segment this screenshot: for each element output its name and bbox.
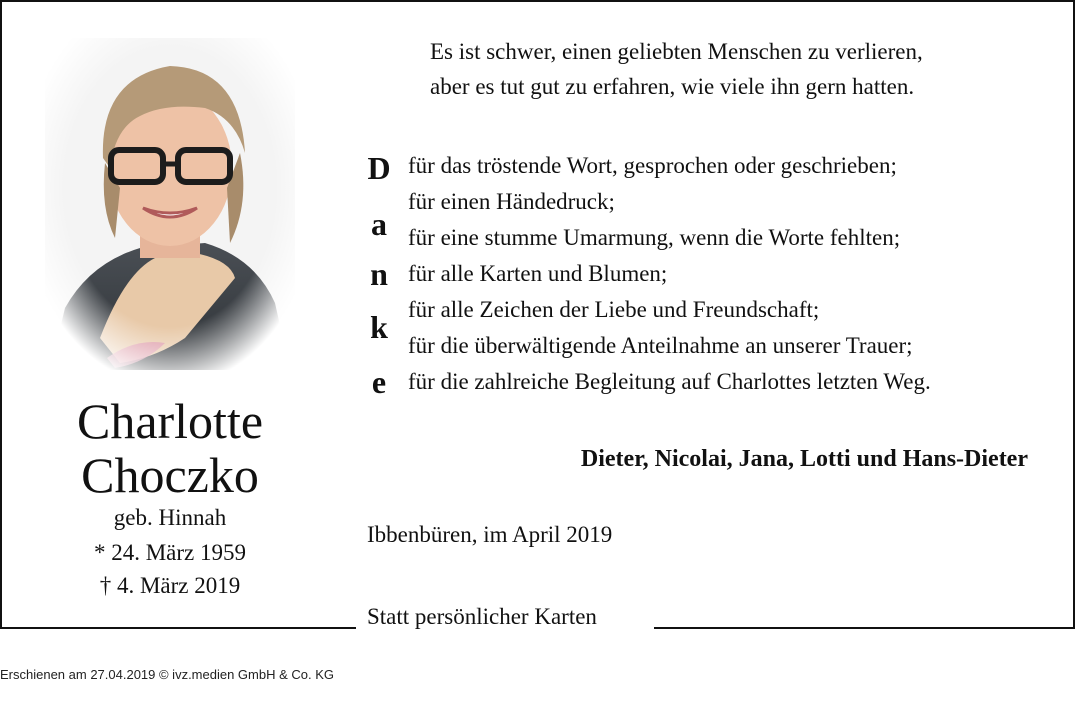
birth-date: * 24. März 1959 — [93, 540, 247, 565]
thanks-line: für eine stumme Umarmung, wenn die Worte fehlten; — [408, 225, 901, 250]
publication-credit: Erschienen am 27.04.2019 © ivz.medien GmbH & Co. KG — [0, 667, 335, 682]
quote-line-1: Es ist schwer, einen geliebten Menschen zu verlieren, — [430, 39, 923, 64]
portrait-photo — [45, 38, 295, 370]
danke-letter: k — [370, 309, 388, 345]
bottom-rule-right — [654, 627, 1075, 629]
thanks-line: für die überwältigende Anteilnahme an unserer Trauer; — [408, 333, 913, 358]
deceased-first-name: Charlotte — [76, 393, 264, 449]
thanks-line: für die zahlreiche Begleitung auf Charlottes letzten Weg. — [408, 369, 931, 394]
thanks-line: für alle Zeichen der Liebe und Freundschaft; — [408, 297, 820, 322]
danke-letter: a — [371, 206, 387, 242]
thanks-line: für einen Händedruck; — [408, 189, 615, 214]
thanks-line: für alle Karten und Blumen; — [408, 261, 668, 286]
bottom-rule-left — [0, 627, 356, 629]
signature-names: Dieter, Nicolai, Jana, Lotti und Hans-Dieter — [580, 446, 1028, 472]
danke-letter: D — [367, 150, 391, 186]
bottom-note: Statt persönlicher Karten — [367, 602, 607, 632]
deceased-last-name: Choczko — [81, 447, 259, 503]
death-date: † 4. März 2019 — [99, 573, 241, 598]
quote-line-2: aber es tut gut zu erfahren, wie viele ihn gern hatten. — [430, 74, 915, 99]
danke-letter: n — [370, 256, 388, 292]
danke-letter: e — [371, 364, 387, 400]
place-and-date: Ibbenbüren, im April 2019 — [367, 522, 613, 547]
maiden-name: geb. Hinnah — [113, 505, 227, 530]
thanks-line: für das tröstende Wort, gesprochen oder geschrieben; — [408, 153, 897, 178]
